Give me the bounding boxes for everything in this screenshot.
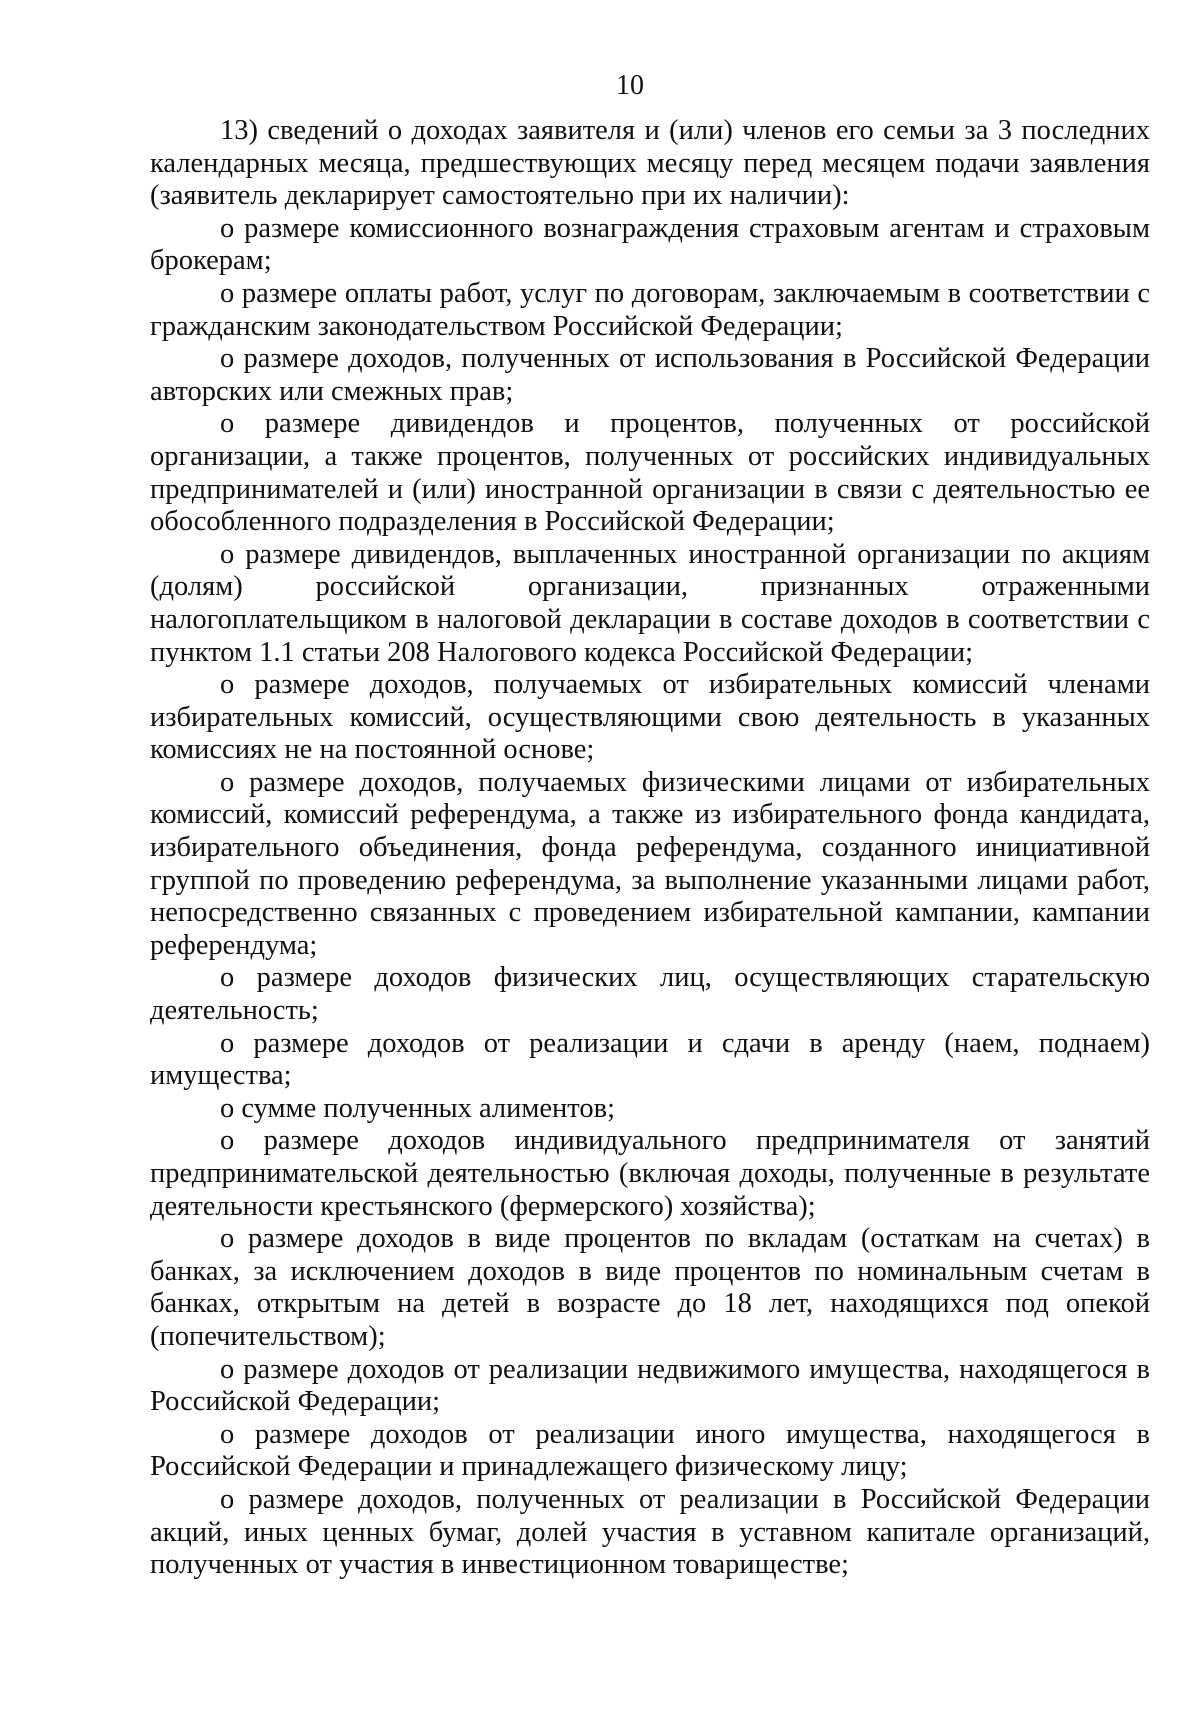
paragraph-deposit-interest: о размере доходов в виде процентов по вкладам (остаткам на счетах) в банках, за исключением доходов в виде процентов по номинальным счетам в банках, открытым на детей в возрасте до 18 лет, находящихся под опекой (попечительством);: [150, 1223, 1150, 1352]
paragraph-entrepreneur-income: о размере доходов индивидуального предпринимателя от занятий предпринимательской деятельностью (включая доходы, полученные в результате деятельности крестьянского (фермерского) хозяйства);: [150, 1125, 1150, 1222]
paragraph-foreign-dividends: о размере дивидендов, выплаченных иностранной организации по акциям (долям) российской организации, признанных отраженными налогоплательщиком в налоговой декларации в составе доходов в соответствии с пунктом 1.1 статьи 208 Налогового кодекса Российской Федерации;: [150, 538, 1150, 668]
paragraph-commission: о размере комиссионного вознаграждения страховым агентам и страховым брокерам;: [150, 212, 1150, 277]
paragraph-prospecting-income: о размере доходов физических лиц, осуществляющих старательскую деятельность;: [150, 962, 1150, 1027]
paragraph-contract-payments: о размере оплаты работ, услуг по договорам, заключаемым в соответствии с гражданским законодательством Российской Федерации;: [150, 277, 1150, 342]
page-number: 10: [616, 70, 644, 101]
paragraph-election-commission-members: о размере доходов, получаемых от избирательных комиссий членами избирательных комиссий, осуществляющими свою деятельность в указанных комиссиях не на постоянной основе;: [150, 669, 1150, 766]
paragraph-other-property-sale: о размере доходов от реализации иного имущества, находящегося в Российской Федерации и принадлежащего физическому лицу;: [150, 1418, 1150, 1483]
paragraph-dividends-interest: о размере дивидендов и процентов, полученных от российской организации, а также процентов, полученных от российских индивидуальных предпринимателей и (или) иностранной организации в связи с деятельностью ее обособленного подразделения в Российской Федерации;: [150, 408, 1150, 538]
paragraph-election-work-income: о размере доходов, получаемых физическими лицами от избирательных комиссий, комиссий референдума, а также из избирательного фонда кандидата, избирательного объединения, фонда референдума, созданного инициативной группой по проведению референдума, за выполнение указанными лицами работ, непосредственно связанных с проведением избирательной кампании, кампании референдума;: [150, 766, 1150, 961]
paragraph-property-rent: о размере доходов от реализации и сдачи в аренду (наем, поднаем) имущества;: [150, 1027, 1150, 1092]
document-body: [150, 115, 1150, 1582]
paragraph-securities-sale: о размере доходов, полученных от реализации в Российской Федерации акций, иных ценных бумаг, долей участия в уставном капитале организаций, полученных от участия в инвестиционном товариществе;: [150, 1483, 1150, 1581]
paragraph-real-estate-sale: о размере доходов от реализации недвижимого имущества, находящегося в Российской Федерации;: [150, 1353, 1150, 1418]
paragraph-copyright-income: о размере доходов, полученных от использования в Российской Федерации авторских или смежных прав;: [150, 343, 1150, 407]
paragraph-item-13: 13) сведений о доходах заявителя и (или) членов его семьи за 3 последних календарных месяца, предшествующих месяцу перед месяцем подачи заявления (заявитель декларирует самостоятельно при их наличии):: [150, 115, 1150, 212]
paragraph-alimony: о сумме полученных алиментов;: [220, 1092, 615, 1124]
